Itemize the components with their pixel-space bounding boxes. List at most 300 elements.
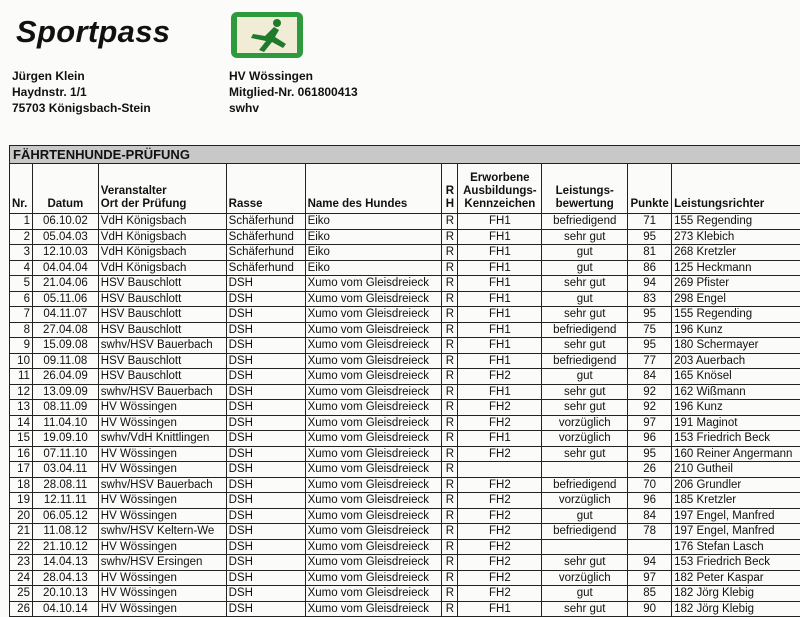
cell-punkte: 94 xyxy=(628,276,672,292)
cell-nr: 23 xyxy=(10,555,33,571)
cell-bewertung: befriedigend xyxy=(542,477,628,493)
cell-punkte: 92 xyxy=(628,384,672,400)
cell-rasse: DSH xyxy=(226,555,305,571)
cell-rh: R xyxy=(442,322,458,338)
cell-rh: R xyxy=(442,291,458,307)
cell-hund: Xumo vom Gleisdreieck xyxy=(305,276,442,292)
cell-punkte: 90 xyxy=(628,601,672,617)
cell-rh: R xyxy=(442,307,458,323)
cell-hund: Xumo vom Gleisdreieck xyxy=(305,307,442,323)
cell-rasse: DSH xyxy=(226,322,305,338)
table-row xyxy=(10,276,800,292)
col-header-hund: Name des Hundes xyxy=(305,164,442,214)
cell-punkte: 92 xyxy=(628,400,672,416)
cell-veranstalter: swhv/HSV Bauerbach xyxy=(98,384,226,400)
cell-datum: 11.08.12 xyxy=(32,524,98,540)
cell-veranstalter: HSV Bauschlott xyxy=(98,369,226,385)
cell-richter: 269 Pfister xyxy=(672,276,800,292)
cell-rasse: Schäferhund xyxy=(226,214,305,230)
cell-datum: 15.09.08 xyxy=(32,338,98,354)
cell-richter: 273 Klebich xyxy=(672,229,800,245)
cell-rasse: DSH xyxy=(226,477,305,493)
cell-punkte: 94 xyxy=(628,555,672,571)
cell-kz: FH2 xyxy=(458,493,542,509)
cell-punkte: 86 xyxy=(628,260,672,276)
cell-punkte: 75 xyxy=(628,322,672,338)
cell-kz: FH2 xyxy=(458,400,542,416)
cell-punkte: 95 xyxy=(628,446,672,462)
cell-datum: 21.04.06 xyxy=(32,276,98,292)
table-row xyxy=(10,539,800,555)
page-title: Sportpass xyxy=(16,14,170,50)
sport-badge-icon xyxy=(229,10,305,60)
cell-punkte: 96 xyxy=(628,493,672,509)
table-header-row xyxy=(10,164,800,214)
cell-veranstalter: HSV Bauschlott xyxy=(98,353,226,369)
cell-rh: R xyxy=(442,276,458,292)
cell-datum: 11.04.10 xyxy=(32,415,98,431)
cell-richter: 197 Engel, Manfred xyxy=(672,524,800,540)
cell-veranstalter: HV Wössingen xyxy=(98,462,226,478)
cell-bewertung: sehr gut xyxy=(542,601,628,617)
owner-city: 75703 Königsbach-Stein xyxy=(12,100,151,116)
cell-hund: Xumo vom Gleisdreieck xyxy=(305,446,442,462)
cell-kz: FH1 xyxy=(458,214,542,230)
cell-rasse: DSH xyxy=(226,601,305,617)
cell-veranstalter: VdH Königsbach xyxy=(98,245,226,261)
cell-rh: R xyxy=(442,508,458,524)
cell-nr: 17 xyxy=(10,462,33,478)
cell-datum: 14.04.13 xyxy=(32,555,98,571)
cell-datum: 07.11.10 xyxy=(32,446,98,462)
cell-richter: 160 Reiner Angermann xyxy=(672,446,800,462)
cell-hund: Xumo vom Gleisdreieck xyxy=(305,555,442,571)
cell-datum: 12.11.11 xyxy=(32,493,98,509)
cell-hund: Xumo vom Gleisdreieck xyxy=(305,601,442,617)
cell-veranstalter: HV Wössingen xyxy=(98,570,226,586)
cell-veranstalter: VdH Königsbach xyxy=(98,214,226,230)
cell-kz: FH2 xyxy=(458,539,542,555)
cell-richter: 165 Knösel xyxy=(672,369,800,385)
cell-datum: 20.10.13 xyxy=(32,586,98,602)
cell-richter: 162 Wißmann xyxy=(672,384,800,400)
table-row xyxy=(10,384,800,400)
cell-bewertung: sehr gut xyxy=(542,307,628,323)
cell-nr: 9 xyxy=(10,338,33,354)
cell-nr: 24 xyxy=(10,570,33,586)
cell-kz: FH2 xyxy=(458,586,542,602)
cell-veranstalter: VdH Königsbach xyxy=(98,229,226,245)
cell-richter: 206 Grundler xyxy=(672,477,800,493)
cell-richter: 185 Kretzler xyxy=(672,493,800,509)
table-row xyxy=(10,338,800,354)
cell-veranstalter: swhv/HSV Keltern-We xyxy=(98,524,226,540)
table-row xyxy=(10,508,800,524)
association: swhv xyxy=(229,100,358,116)
cell-veranstalter: HV Wössingen xyxy=(98,446,226,462)
cell-punkte: 26 xyxy=(628,462,672,478)
table-row xyxy=(10,493,800,509)
cell-kz: FH1 xyxy=(458,431,542,447)
col-header-bewertung: Leistungs- bewertung xyxy=(542,164,628,214)
cell-nr: 8 xyxy=(10,322,33,338)
cell-rh: R xyxy=(442,524,458,540)
cell-rh: R xyxy=(442,539,458,555)
cell-richter: 176 Stefan Lasch xyxy=(672,539,800,555)
cell-rasse: DSH xyxy=(226,539,305,555)
cell-nr: 21 xyxy=(10,524,33,540)
cell-bewertung: sehr gut xyxy=(542,446,628,462)
cell-rasse: DSH xyxy=(226,400,305,416)
cell-richter: 191 Maginot xyxy=(672,415,800,431)
table-row xyxy=(10,291,800,307)
cell-hund: Xumo vom Gleisdreieck xyxy=(305,291,442,307)
cell-nr: 6 xyxy=(10,291,33,307)
cell-nr: 19 xyxy=(10,493,33,509)
table-row xyxy=(10,431,800,447)
table-row xyxy=(10,214,800,230)
exam-table-section xyxy=(9,145,800,617)
cell-datum: 08.11.09 xyxy=(32,400,98,416)
table-row xyxy=(10,400,800,416)
cell-richter: 196 Kunz xyxy=(672,400,800,416)
cell-richter: 125 Heckmann xyxy=(672,260,800,276)
cell-hund: Xumo vom Gleisdreieck xyxy=(305,524,442,540)
cell-datum: 04.04.04 xyxy=(32,260,98,276)
cell-datum: 27.04.08 xyxy=(32,322,98,338)
cell-kz: FH2 xyxy=(458,524,542,540)
cell-hund: Xumo vom Gleisdreieck xyxy=(305,384,442,400)
cell-veranstalter: swhv/VdH Knittlingen xyxy=(98,431,226,447)
cell-bewertung: sehr gut xyxy=(542,400,628,416)
cell-kz: FH2 xyxy=(458,446,542,462)
cell-datum: 26.04.09 xyxy=(32,369,98,385)
cell-richter: 182 Peter Kaspar xyxy=(672,570,800,586)
cell-veranstalter: swhv/HSV Ersingen xyxy=(98,555,226,571)
cell-nr: 14 xyxy=(10,415,33,431)
cell-rasse: Schäferhund xyxy=(226,229,305,245)
cell-veranstalter: HSV Bauschlott xyxy=(98,291,226,307)
cell-richter: 155 Regending xyxy=(672,214,800,230)
cell-kz: FH2 xyxy=(458,555,542,571)
cell-nr: 7 xyxy=(10,307,33,323)
cell-rh: R xyxy=(442,415,458,431)
table-row xyxy=(10,601,800,617)
cell-hund: Xumo vom Gleisdreieck xyxy=(305,431,442,447)
cell-bewertung: sehr gut xyxy=(542,229,628,245)
cell-veranstalter: swhv/HSV Bauerbach xyxy=(98,338,226,354)
owner-name: Jürgen Klein xyxy=(12,68,151,84)
cell-hund: Xumo vom Gleisdreieck xyxy=(305,586,442,602)
cell-rasse: DSH xyxy=(226,462,305,478)
cell-rh: R xyxy=(442,462,458,478)
cell-datum: 09.11.08 xyxy=(32,353,98,369)
col-header-rh: R H xyxy=(442,164,458,214)
member-number: Mitglied-Nr. 061800413 xyxy=(229,84,358,100)
cell-kz: FH2 xyxy=(458,477,542,493)
cell-veranstalter: HV Wössingen xyxy=(98,586,226,602)
table-row xyxy=(10,555,800,571)
col-header-rasse: Rasse xyxy=(226,164,305,214)
table-row xyxy=(10,524,800,540)
cell-punkte: 83 xyxy=(628,291,672,307)
section-title: FÄHRTENHUNDE-PRÜFUNG xyxy=(9,145,800,163)
table-row xyxy=(10,369,800,385)
cell-punkte: 95 xyxy=(628,338,672,354)
cell-richter: 182 Jörg Klebig xyxy=(672,586,800,602)
cell-nr: 10 xyxy=(10,353,33,369)
club-name: HV Wössingen xyxy=(229,68,358,84)
cell-datum: 05.11.06 xyxy=(32,291,98,307)
cell-rasse: DSH xyxy=(226,508,305,524)
cell-rasse: DSH xyxy=(226,431,305,447)
cell-veranstalter: HV Wössingen xyxy=(98,400,226,416)
cell-rasse: DSH xyxy=(226,307,305,323)
cell-richter: 210 Gutheil xyxy=(672,462,800,478)
cell-nr: 2 xyxy=(10,229,33,245)
cell-hund: Xumo vom Gleisdreieck xyxy=(305,508,442,524)
cell-kz: FH1 xyxy=(458,229,542,245)
owner-address xyxy=(12,68,151,116)
cell-bewertung: gut xyxy=(542,508,628,524)
cell-punkte: 84 xyxy=(628,369,672,385)
table-row xyxy=(10,229,800,245)
cell-rh: R xyxy=(442,601,458,617)
cell-rh: R xyxy=(442,245,458,261)
cell-datum: 19.09.10 xyxy=(32,431,98,447)
cell-nr: 16 xyxy=(10,446,33,462)
cell-richter: 197 Engel, Manfred xyxy=(672,508,800,524)
cell-nr: 20 xyxy=(10,508,33,524)
cell-hund: Eiko xyxy=(305,260,442,276)
cell-richter: 153 Friedrich Beck xyxy=(672,431,800,447)
cell-rasse: DSH xyxy=(226,570,305,586)
cell-datum: 06.05.12 xyxy=(32,508,98,524)
cell-richter: 182 Jörg Klebig xyxy=(672,601,800,617)
table-row xyxy=(10,477,800,493)
cell-hund: Eiko xyxy=(305,245,442,261)
cell-kz: FH1 xyxy=(458,322,542,338)
cell-hund: Xumo vom Gleisdreieck xyxy=(305,462,442,478)
cell-rh: R xyxy=(442,586,458,602)
cell-bewertung: sehr gut xyxy=(542,555,628,571)
cell-rh: R xyxy=(442,369,458,385)
cell-bewertung: vorzüglich xyxy=(542,431,628,447)
cell-hund: Xumo vom Gleisdreieck xyxy=(305,415,442,431)
cell-datum: 28.08.11 xyxy=(32,477,98,493)
cell-rasse: DSH xyxy=(226,446,305,462)
table-row xyxy=(10,462,800,478)
cell-rh: R xyxy=(442,353,458,369)
cell-bewertung: vorzüglich xyxy=(542,415,628,431)
cell-rh: R xyxy=(442,431,458,447)
cell-datum: 06.10.02 xyxy=(32,214,98,230)
cell-datum: 04.11.07 xyxy=(32,307,98,323)
cell-nr: 12 xyxy=(10,384,33,400)
cell-hund: Xumo vom Gleisdreieck xyxy=(305,477,442,493)
cell-richter: 155 Regending xyxy=(672,307,800,323)
cell-bewertung: gut xyxy=(542,291,628,307)
table-row xyxy=(10,260,800,276)
cell-bewertung: gut xyxy=(542,260,628,276)
cell-rasse: DSH xyxy=(226,586,305,602)
cell-datum: 12.10.03 xyxy=(32,245,98,261)
cell-bewertung: gut xyxy=(542,586,628,602)
cell-punkte: 95 xyxy=(628,229,672,245)
cell-rasse: DSH xyxy=(226,369,305,385)
cell-kz: FH2 xyxy=(458,508,542,524)
cell-datum: 03.04.11 xyxy=(32,462,98,478)
cell-kz: FH1 xyxy=(458,307,542,323)
cell-rasse: DSH xyxy=(226,493,305,509)
cell-rasse: DSH xyxy=(226,415,305,431)
cell-bewertung: vorzüglich xyxy=(542,493,628,509)
cell-rh: R xyxy=(442,570,458,586)
cell-hund: Xumo vom Gleisdreieck xyxy=(305,539,442,555)
cell-kz: FH1 xyxy=(458,384,542,400)
table-body xyxy=(10,214,800,617)
cell-rh: R xyxy=(442,214,458,230)
cell-rasse: DSH xyxy=(226,353,305,369)
table-row xyxy=(10,353,800,369)
cell-datum: 21.10.12 xyxy=(32,539,98,555)
cell-datum: 28.04.13 xyxy=(32,570,98,586)
cell-veranstalter: HSV Bauschlott xyxy=(98,322,226,338)
cell-rh: R xyxy=(442,555,458,571)
cell-nr: 5 xyxy=(10,276,33,292)
table-row xyxy=(10,570,800,586)
cell-rh: R xyxy=(442,493,458,509)
cell-bewertung: befriedigend xyxy=(542,214,628,230)
cell-rh: R xyxy=(442,477,458,493)
cell-richter: 153 Friedrich Beck xyxy=(672,555,800,571)
col-header-datum: Datum xyxy=(32,164,98,214)
cell-richter: 180 Schermayer xyxy=(672,338,800,354)
cell-richter: 203 Auerbach xyxy=(672,353,800,369)
cell-bewertung: vorzüglich xyxy=(542,570,628,586)
table-row xyxy=(10,322,800,338)
cell-kz: FH1 xyxy=(458,353,542,369)
cell-rasse: Schäferhund xyxy=(226,245,305,261)
cell-rh: R xyxy=(442,446,458,462)
cell-kz: FH1 xyxy=(458,245,542,261)
cell-veranstalter: VdH Königsbach xyxy=(98,260,226,276)
cell-rasse: DSH xyxy=(226,524,305,540)
cell-kz: FH1 xyxy=(458,601,542,617)
cell-bewertung: befriedigend xyxy=(542,524,628,540)
cell-kz: FH2 xyxy=(458,415,542,431)
cell-rh: R xyxy=(442,229,458,245)
cell-hund: Xumo vom Gleisdreieck xyxy=(305,570,442,586)
cell-bewertung: gut xyxy=(542,369,628,385)
cell-kz: FH2 xyxy=(458,570,542,586)
cell-kz xyxy=(458,462,542,478)
cell-punkte: 84 xyxy=(628,508,672,524)
cell-rasse: DSH xyxy=(226,291,305,307)
cell-punkte: 77 xyxy=(628,353,672,369)
cell-bewertung: sehr gut xyxy=(542,276,628,292)
cell-rh: R xyxy=(442,260,458,276)
cell-bewertung: befriedigend xyxy=(542,353,628,369)
cell-bewertung xyxy=(542,462,628,478)
cell-bewertung: befriedigend xyxy=(542,322,628,338)
cell-bewertung: sehr gut xyxy=(542,384,628,400)
cell-punkte: 71 xyxy=(628,214,672,230)
cell-kz: FH1 xyxy=(458,276,542,292)
table-row xyxy=(10,415,800,431)
cell-punkte: 70 xyxy=(628,477,672,493)
cell-rh: R xyxy=(442,338,458,354)
cell-punkte: 97 xyxy=(628,570,672,586)
cell-bewertung: gut xyxy=(542,245,628,261)
cell-rh: R xyxy=(442,400,458,416)
cell-nr: 22 xyxy=(10,539,33,555)
cell-richter: 196 Kunz xyxy=(672,322,800,338)
col-header-punkte: Punkte xyxy=(628,164,672,214)
cell-hund: Xumo vom Gleisdreieck xyxy=(305,338,442,354)
cell-veranstalter: HSV Bauschlott xyxy=(98,276,226,292)
cell-nr: 3 xyxy=(10,245,33,261)
cell-bewertung: sehr gut xyxy=(542,338,628,354)
cell-veranstalter: HV Wössingen xyxy=(98,508,226,524)
cell-hund: Xumo vom Gleisdreieck xyxy=(305,400,442,416)
cell-hund: Eiko xyxy=(305,214,442,230)
cell-hund: Xumo vom Gleisdreieck xyxy=(305,369,442,385)
cell-veranstalter: HV Wössingen xyxy=(98,415,226,431)
cell-hund: Eiko xyxy=(305,229,442,245)
cell-datum: 04.10.14 xyxy=(32,601,98,617)
cell-veranstalter: swhv/HSV Bauerbach xyxy=(98,477,226,493)
cell-veranstalter: HSV Bauschlott xyxy=(98,307,226,323)
cell-punkte: 78 xyxy=(628,524,672,540)
col-header-nr: Nr. xyxy=(10,164,33,214)
cell-veranstalter: HV Wössingen xyxy=(98,493,226,509)
cell-punkte: 95 xyxy=(628,307,672,323)
cell-punkte: 85 xyxy=(628,586,672,602)
table-row xyxy=(10,245,800,261)
table-row xyxy=(10,307,800,323)
cell-hund: Xumo vom Gleisdreieck xyxy=(305,493,442,509)
col-header-richter: Leistungsrichter xyxy=(672,164,800,214)
cell-nr: 13 xyxy=(10,400,33,416)
cell-rasse: DSH xyxy=(226,338,305,354)
cell-kz: FH2 xyxy=(458,369,542,385)
cell-hund: Xumo vom Gleisdreieck xyxy=(305,353,442,369)
cell-punkte: 97 xyxy=(628,415,672,431)
cell-nr: 15 xyxy=(10,431,33,447)
cell-kz: FH1 xyxy=(458,260,542,276)
cell-rasse: Schäferhund xyxy=(226,260,305,276)
owner-street: Haydnstr. 1/1 xyxy=(12,84,151,100)
cell-punkte: 81 xyxy=(628,245,672,261)
cell-rasse: DSH xyxy=(226,384,305,400)
exam-table xyxy=(9,163,800,617)
cell-hund: Xumo vom Gleisdreieck xyxy=(305,322,442,338)
cell-datum: 13.09.09 xyxy=(32,384,98,400)
cell-nr: 18 xyxy=(10,477,33,493)
col-header-kennzeichen: Erworbene Ausbildungs- Kennzeichen xyxy=(458,164,542,214)
cell-richter: 268 Kretzler xyxy=(672,245,800,261)
cell-veranstalter: HV Wössingen xyxy=(98,539,226,555)
cell-datum: 05.04.03 xyxy=(32,229,98,245)
cell-punkte: 96 xyxy=(628,431,672,447)
cell-richter: 298 Engel xyxy=(672,291,800,307)
cell-veranstalter: HV Wössingen xyxy=(98,601,226,617)
cell-nr: 4 xyxy=(10,260,33,276)
club-info xyxy=(229,68,358,116)
col-header-veranstalter: Veranstalter Ort der Prüfung xyxy=(98,164,226,214)
cell-nr: 26 xyxy=(10,601,33,617)
